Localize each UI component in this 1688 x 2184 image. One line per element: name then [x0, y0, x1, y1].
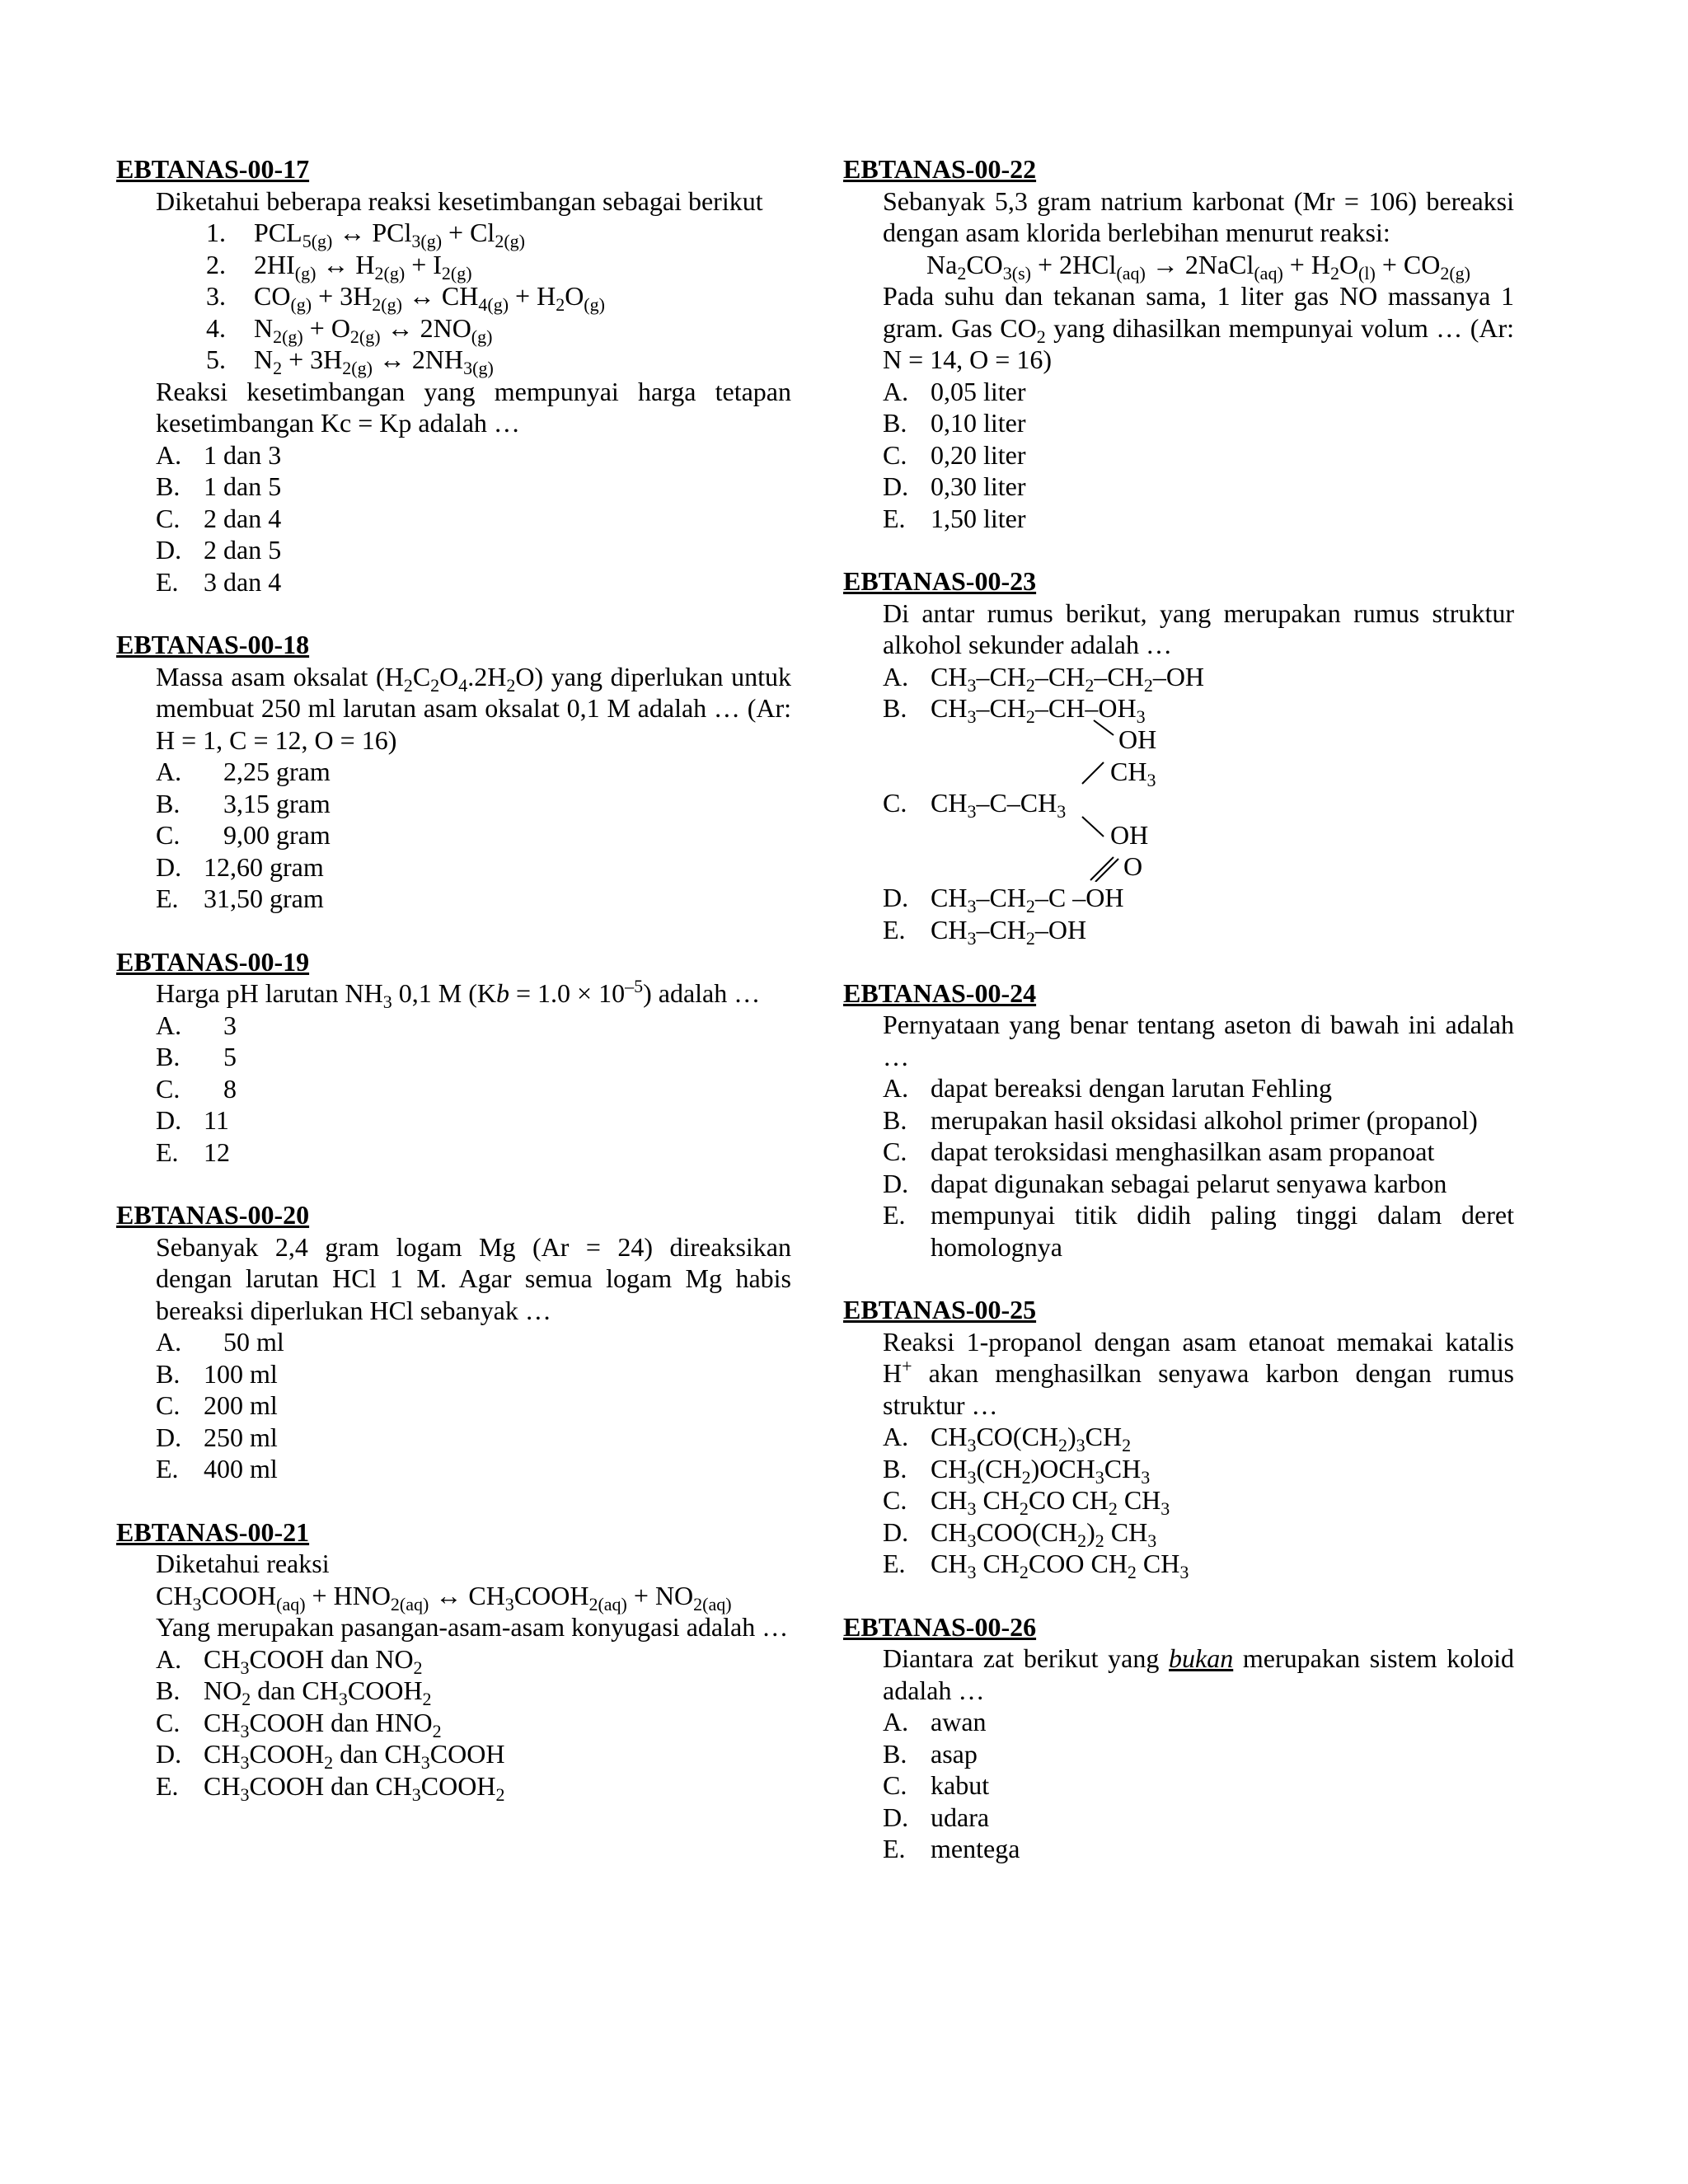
- option-e: E. $CH_3$ $CH_2COO$ $CH_2$ $CH_3$: [883, 1549, 1189, 1582]
- reaction-4: 4. $N_{2(g)} + O_{2(g)}$ ↔ $2NO_{(g)}$: [206, 312, 493, 347]
- question-header: EBTANAS-00-22: [843, 154, 1037, 184]
- question-header: EBTANAS-00-17: [116, 154, 310, 184]
- question-25: [843, 1294, 1514, 1580]
- option-e: E. mentega: [883, 1834, 1020, 1863]
- option-d: D. udara: [883, 1802, 990, 1832]
- option-a: A. 3: [156, 1010, 237, 1040]
- option-d: D. $CH_3COO(CH_2)_2$ $CH_3$: [883, 1516, 1157, 1551]
- question-20: [116, 1199, 791, 1485]
- question-text: Pada suhu dan tekanan sama, 1 liter gas NO massanya 1 gram. Gas $CO_2$ yang dihasilkan mempunyai volum … (Ar: N = 14, O = 16): [883, 281, 1514, 374]
- option-a: A. $CH_3-CH_2-CH_2-CH_2-OH$: [883, 661, 1205, 696]
- left-column: [116, 153, 791, 1833]
- question-text: Pernyataan yang benar tentang aseton di bawah ini adalah …: [883, 1010, 1514, 1071]
- question-text: Di antar rumus berikut, yang merupakan rumus struktur alkohol sekunder adalah …: [883, 598, 1514, 659]
- question-header: EBTANAS-00-23: [843, 566, 1037, 596]
- option-d: D. 11: [156, 1105, 229, 1135]
- option-b: B. 1 dan 5: [156, 471, 282, 501]
- option-e: E. $CH_3-CH_2-OH$: [883, 915, 1087, 949]
- question-header: EBTANAS-00-19: [116, 946, 310, 977]
- question-header: EBTANAS-00-25: [843, 1295, 1037, 1324]
- option-e: E. mempunyai titik didih paling tinggi dalam deret homolognya: [883, 1200, 1514, 1262]
- reaction-equation: $CH_3COOH_{(aq)} + HNO_{2(aq)}$ ↔ $CH_3COOH_{2(aq)} + NO_{2(aq)}$: [156, 1580, 732, 1615]
- question-23: [843, 565, 1514, 949]
- question-header: EBTANAS-00-21: [116, 1516, 310, 1547]
- reaction-2: 2. $2HI_{(g)}$ ↔ $H_{2(g)} + I_{2(g)}$: [206, 249, 472, 284]
- question-18: [116, 629, 791, 915]
- question-intro: Diketahui reaksi: [156, 1549, 330, 1578]
- option-e: E. 400 ml: [156, 1454, 278, 1483]
- question-text: Massa asam oksalat $(H_2C_2O_4.2H_2O)$ yang diperlukan untuk membuat 250 ml larutan asam oksalat 0,1 M adalah … (Ar: H = 1, C = 12, O = 16): [156, 661, 792, 755]
- option-c: C. dapat teroksidasi menghasilkan asam propanoat: [883, 1137, 1435, 1166]
- option-e: E. 1,50 liter: [883, 503, 1026, 533]
- option-d: D. $CH_3-CH_2-C$ –OH: [883, 883, 1124, 916]
- option-b: B. 3,15 gram: [156, 788, 331, 818]
- question-26: [843, 1611, 1514, 1865]
- option-b-structure: B. $CH_3-CH_2-CH-OH_3$ OH: [883, 692, 1514, 756]
- bond-line: [1092, 719, 1117, 738]
- reaction-equation: $Na_2CO_{3(s)} + 2HCl_{(aq)}$ → 2NaCl$_{(aq)}$ + $H_2O_{(l)} + CO_{2(g)}$: [926, 249, 1470, 284]
- question-intro: Diketahui beberapa reaksi kesetimbangan sebagai berikut: [156, 185, 763, 216]
- option-a: A. dapat bereaksi dengan larutan Fehling: [883, 1073, 1332, 1103]
- bond-line: [1081, 815, 1107, 838]
- option-a: A. 50 ml: [156, 1327, 284, 1357]
- option-b: B. $CH_3-CH_2-CH-OH_3$: [883, 693, 1146, 727]
- option-d: D. 2 dan 5: [156, 535, 282, 565]
- option-e: E. 3 dan 4: [156, 566, 282, 597]
- question-text: Harga pH larutan $NH_3$ 0,1 M $(Kb = 1.0 \times 10^{-5})$ adalah …: [156, 976, 761, 1012]
- option-b: B. 100 ml: [156, 1358, 278, 1389]
- question-text: Yang merupakan pasangan-asam-asam konyugasi adalah …: [156, 1612, 789, 1642]
- option-d: D. 250 ml: [156, 1422, 278, 1452]
- option-e: E. 31,50 gram: [156, 883, 324, 913]
- emphasis-word: bukan: [1169, 1643, 1234, 1673]
- question-24: [843, 977, 1514, 1263]
- option-b: B. $NO_2$ dan $CH_3COOH_2$: [156, 1675, 432, 1709]
- question-header: EBTANAS-00-24: [843, 977, 1037, 1008]
- question-intro: Sebanyak 5,3 gram natrium karbonat (Mr = 106) bereaksi dengan asam klorida berlebihan menurut reaksi:: [883, 185, 1514, 247]
- option-b: B. merupakan hasil oksidasi alkohol primer (propanol): [883, 1104, 1478, 1135]
- option-d: D. 12,60 gram: [156, 851, 324, 882]
- question-header: EBTANAS-00-18: [116, 630, 310, 659]
- question-21: [116, 1516, 791, 1805]
- option-c: C. 0,20 liter: [883, 439, 1026, 470]
- option-b: B. 5: [156, 1042, 237, 1071]
- option-b: B. 0,10 liter: [883, 408, 1026, 438]
- option-a: A. 1 dan 3: [156, 439, 282, 470]
- right-column: [843, 153, 1514, 1896]
- option-a: A. 2,25 gram: [156, 757, 331, 786]
- bond-line: [1081, 761, 1107, 785]
- option-c: C. 2 dan 4: [156, 503, 282, 533]
- option-e: E. $CH_3COOH$ dan $CH_3COOH_2$: [156, 1770, 505, 1805]
- option-b: B. $CH_3(CH_2)OCH_3CH_3$: [883, 1453, 1151, 1488]
- question-text: Reaksi kesetimbangan yang mempunyai harga tetapan kesetimbangan Kc = Kp adalah …: [156, 376, 791, 438]
- question-text: Sebanyak 2,4 gram logam Mg (Ar = 24) direaksikan dengan larutan HCl 1 M. Agar semua logam Mg habis bereaksi diperlukan HCl sebanyak …: [156, 1231, 791, 1325]
- reaction-3: 3. $CO_{(g)} + 3H_{2(g)}$ ↔ $CH_{4(g)} + H_2O_{(g)}$: [206, 281, 605, 315]
- double-bond-lines: [1089, 854, 1122, 882]
- question-17: [116, 153, 791, 598]
- option-d: D. $CH_3COOH_2$ dan $CH_3COOH$: [156, 1739, 505, 1773]
- option-a: A. $CH_3COOH$ dan $NO_2$: [156, 1643, 423, 1678]
- option-c-structure: $CH_3$ C. $CH_3-C-CH_3$ OH: [883, 756, 1514, 851]
- option-a: A. awan: [883, 1707, 987, 1736]
- reaction-1: 1. $PCL_{5(g)}$ ↔ $PCl_{3(g)} + Cl_{2(g)}$: [206, 218, 525, 251]
- reaction-5: 5. $N_2 + 3H_{2(g)}$ ↔ $2NH_{3(g)}$: [206, 344, 494, 378]
- option-d-structure: O D. $CH_3-CH_2-C$ –OH: [883, 851, 1514, 914]
- option-d: D. 0,30 liter: [883, 471, 1026, 501]
- option-c: C. $CH_3COOH$ dan $HNO_2$: [156, 1707, 442, 1741]
- question-19: [116, 946, 791, 1169]
- option-d: D. dapat digunakan sebagai pelarut senyawa karbon: [883, 1168, 1447, 1198]
- option-c: C. $CH_3$ $CH_2CO$ $CH_2$ $CH_3$: [883, 1485, 1170, 1519]
- question-text: Reaksi 1-propanol dengan asam etanoat memakai katalis H+ akan menghasilkan senyawa karbon dengan rumus struktur …: [883, 1326, 1514, 1420]
- option-c: C. kabut: [883, 1770, 990, 1800]
- option-c: C. 8: [156, 1073, 237, 1104]
- option-b: B. asap: [883, 1738, 978, 1769]
- option-e: E. 12: [156, 1137, 230, 1167]
- option-c: C. 200 ml: [156, 1390, 278, 1420]
- question-22: [843, 153, 1514, 534]
- option-a: A. 0,05 liter: [883, 376, 1026, 406]
- option-c: C. 9,00 gram: [156, 820, 331, 850]
- question-header: EBTANAS-00-20: [116, 1200, 310, 1230]
- option-c: C. $CH_3-C-CH_3$: [883, 788, 1067, 822]
- option-a: A. $CH_3CO(CH_2)_3CH_2$: [883, 1422, 1132, 1455]
- question-header: EBTANAS-00-26: [843, 1611, 1037, 1642]
- question-text: Diantara zat berikut yang bukan merupakan sistem koloid adalah …: [883, 1643, 1515, 1705]
